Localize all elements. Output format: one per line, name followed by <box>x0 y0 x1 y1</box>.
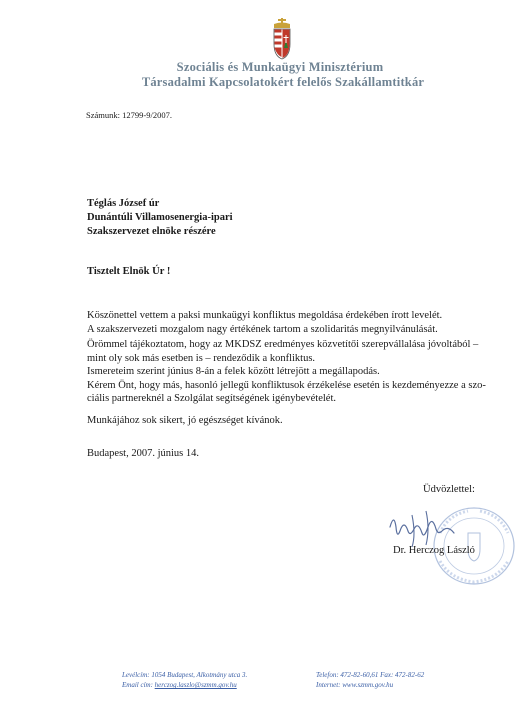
recipient-line: Dunántúli Villamosenergia-ipari <box>87 212 233 223</box>
place-and-date: Budapest, 2007. június 14. <box>87 448 199 459</box>
text-line: Ismereteim szerint június 8-án a felek között létrejött a megállapodás. <box>87 366 380 377</box>
coat-of-arms-icon <box>272 18 292 60</box>
text-line: Kérem Önt, hogy más, hasonló jellegű konfliktusok érzékelése esetén is kezdeményezze a szo- <box>87 379 486 391</box>
recipient-block <box>87 197 233 239</box>
ministry-name: Szociális és Munkaügyi Minisztérium <box>176 60 384 74</box>
paragraph-3 <box>87 414 462 428</box>
signature-icon <box>382 505 472 550</box>
closing-regards: Üdvözlettel: <box>423 484 475 495</box>
paragraph-1 <box>87 309 462 336</box>
reference-number: Számunk: 12799-9/2007. <box>86 110 172 120</box>
text-line: Munkájához sok sikert, jó egészséget kívánok. <box>87 415 283 426</box>
paragraph-2 <box>87 338 486 406</box>
recipient-line: Szakszervezet elnöke részére <box>87 226 216 237</box>
footer-email <box>122 681 237 689</box>
text-line: A szakszervezeti mozgalom nagy értékének tartom a szolidaritás megnyilvánulását. <box>87 323 438 335</box>
secretariat-name: Társadalmi Kapcsolatokért felelős Szakállamtitkár <box>141 75 425 89</box>
footer-email-link[interactable]: herczog.laszlo@szmm.gov.hu <box>154 681 237 689</box>
text-line: mint oly sok más esetben is – rendeződik a konfliktus. <box>87 352 316 364</box>
signer-name: Dr. Herczog László <box>393 545 475 556</box>
text-line: Örömmel tájékoztatom, hogy az MKDSZ eredményes közvetítői szerepvállalása jóvoltából – <box>87 339 479 350</box>
text-line: ciális partnereknél a Szolgálat segítségének igénybevételét. <box>87 393 336 404</box>
text-line: Köszönettel vettem a paksi munkaügyi konfliktus megoldása érdekében írott levelét. <box>87 310 443 321</box>
footer-internet[interactable]: Internet: www.szmm.gov.hu <box>316 681 394 689</box>
salutation: Tisztelt Elnök Úr ! <box>87 266 171 277</box>
footer-phone-fax: Telefon: 472-82-60,61 Fax: 472-82-62 <box>316 671 425 679</box>
recipient-line: Téglás József úr <box>87 198 160 209</box>
footer-postal-address: Levélcím: 1054 Budapest, Alkotmány utca 3. <box>122 671 248 679</box>
footer-email-label: Email cím: <box>122 681 155 689</box>
